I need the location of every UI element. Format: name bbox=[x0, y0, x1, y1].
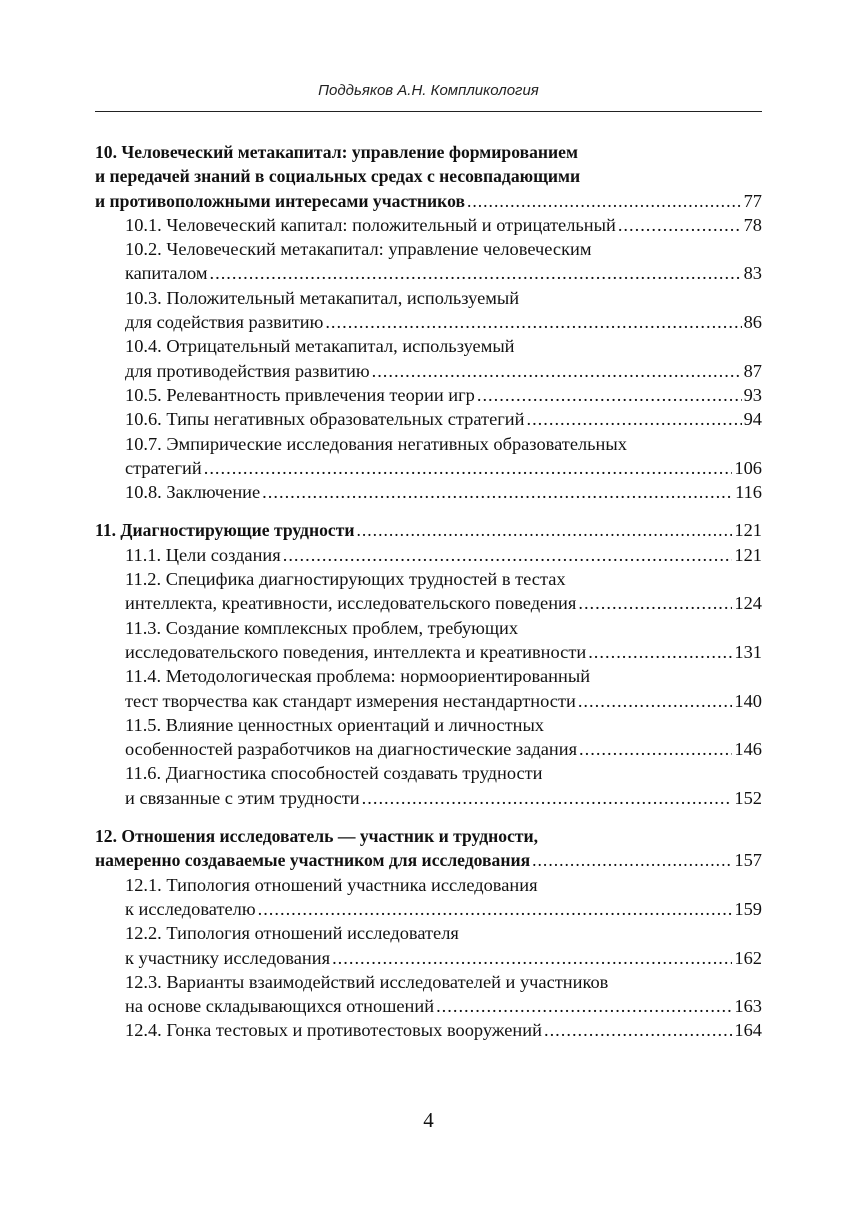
dot-leader bbox=[210, 261, 742, 285]
subsection-title-text: 10.6. Типы негативных образовательных стратегий bbox=[125, 409, 525, 430]
chapter-title-line bbox=[95, 140, 762, 164]
toc-page-number: 121 bbox=[734, 520, 762, 541]
toc-chapter bbox=[95, 518, 762, 810]
toc-page-number: 77 bbox=[743, 190, 762, 211]
subsection-title-text: капиталом bbox=[125, 263, 208, 284]
subsection-line bbox=[95, 921, 762, 945]
subsection-line bbox=[95, 761, 762, 785]
chapter-title-text: 10. Человеческий метакапитал: управление формированием bbox=[95, 142, 578, 162]
toc-page-number: 164 bbox=[734, 1020, 762, 1041]
subsection-title-text: для противодействия развитию bbox=[125, 360, 370, 381]
subsection-line bbox=[95, 407, 762, 431]
toc-page-number: 159 bbox=[734, 898, 762, 919]
subsection-title-text: 10.1. Человеческий капитал: положительный и отрицательный bbox=[125, 214, 616, 235]
subsection-line bbox=[95, 664, 762, 688]
subsection-title-text: и связанные с этим трудности bbox=[125, 787, 360, 808]
subsection-title-text: 10.5. Релевантность привлечения теории игр bbox=[125, 384, 475, 405]
dot-leader bbox=[526, 407, 741, 431]
dot-leader bbox=[372, 359, 742, 383]
subsection-title-text: интеллекта, креативности, исследовательского поведения bbox=[125, 593, 577, 614]
subsection-line bbox=[95, 237, 762, 261]
toc-page-number: 94 bbox=[743, 409, 762, 430]
toc-page-number: 83 bbox=[743, 263, 762, 284]
subsection-title-text: к исследователю bbox=[125, 898, 256, 919]
dot-leader bbox=[436, 994, 732, 1018]
subsection-line bbox=[95, 873, 762, 897]
subsection-title-text: 12.1. Типология отношений участника исследования bbox=[125, 874, 538, 895]
subsection-line bbox=[95, 432, 762, 456]
subsection-title-text: стратегий bbox=[125, 457, 202, 478]
toc-chapter bbox=[95, 140, 762, 504]
chapter-title-text: и передачей знаний в социальных средах с несовпадающими bbox=[95, 166, 581, 187]
toc-page-number: 146 bbox=[734, 739, 762, 760]
toc-chapter bbox=[95, 824, 762, 1043]
subsection-line bbox=[95, 786, 762, 810]
subsection-title-text: 11.6. Диагностика способностей создавать трудности bbox=[125, 763, 543, 784]
toc-page-number: 121 bbox=[734, 544, 762, 565]
subsection-title-text: на основе складывающихся отношений bbox=[125, 996, 435, 1017]
toc-page-number: 131 bbox=[734, 641, 762, 662]
chapter-title-line bbox=[95, 518, 762, 542]
subsection-line bbox=[95, 713, 762, 737]
dot-leader bbox=[588, 640, 732, 664]
dot-leader bbox=[532, 848, 732, 872]
subsection-line bbox=[95, 970, 762, 994]
subsection-line bbox=[95, 359, 762, 383]
subsection-title-text: 10.7. Эмпирические исследования негативных образовательных bbox=[125, 433, 627, 454]
subsection-title-text: 11.4. Методологическая проблема: нормоориентированный bbox=[125, 666, 591, 687]
subsection-line bbox=[95, 543, 762, 567]
subsection-line bbox=[95, 737, 762, 761]
toc-page-number: 116 bbox=[735, 482, 762, 503]
dot-leader bbox=[579, 737, 732, 761]
subsection-title-text: 11.1. Цели создания bbox=[125, 544, 281, 565]
subsection-title-text: 10.3. Положительный метакапитал, используемый bbox=[125, 287, 520, 308]
chapter-title-text: 12. Отношения исследователь — участник и трудности, bbox=[95, 826, 539, 847]
subsection-title-text: 11.5. Влияние ценностных ориентаций и личностных bbox=[125, 714, 544, 735]
toc-page-number: 78 bbox=[743, 214, 762, 235]
chapter-title-text: и противоположными интересами участников bbox=[95, 190, 465, 211]
chapter-title-text: 11. Диагностирующие трудности bbox=[95, 520, 355, 541]
subsection-line bbox=[95, 383, 762, 407]
subsection-title-text: 11.3. Создание комплексных проблем, требующих bbox=[125, 617, 519, 638]
subsection-line bbox=[95, 480, 762, 504]
dot-leader bbox=[618, 213, 742, 237]
dot-leader bbox=[262, 480, 733, 504]
subsection-title-text: 10.2. Человеческий метакапитал: управление человеческим bbox=[125, 239, 592, 260]
subsection-line bbox=[95, 213, 762, 237]
subsection-title-text: исследовательского поведения, интеллекта и креативности bbox=[125, 641, 587, 662]
subsection-line bbox=[95, 310, 762, 334]
toc-page-number: 157 bbox=[734, 850, 762, 871]
toc-page-number: 163 bbox=[734, 996, 762, 1017]
dot-leader bbox=[362, 786, 733, 810]
dot-leader bbox=[477, 383, 742, 407]
chapter-title-line bbox=[95, 189, 762, 213]
dot-leader bbox=[544, 1018, 732, 1042]
subsection-line bbox=[95, 640, 762, 664]
dot-leader bbox=[283, 543, 733, 567]
subsection-title-text: особенностей разработчиков на диагностические задания bbox=[125, 739, 578, 760]
dot-leader bbox=[204, 456, 733, 480]
chapter-title-line bbox=[95, 824, 762, 848]
toc-page-number: 124 bbox=[734, 593, 762, 614]
toc-page-number: 162 bbox=[734, 947, 762, 968]
toc-page-number: 140 bbox=[734, 690, 762, 711]
subsection-title-text: тест творчества как стандарт измерения нестандартности bbox=[125, 690, 576, 711]
chapter-title-line bbox=[95, 848, 762, 872]
toc-page-number: 87 bbox=[743, 360, 762, 381]
dot-leader bbox=[332, 946, 732, 970]
toc-page-number: 106 bbox=[734, 457, 762, 478]
table-of-contents bbox=[95, 140, 762, 1057]
subsection-title-text: 11.2. Специфика диагностирующих трудностей в тестах bbox=[125, 569, 566, 590]
chapter-title-text: намеренно создаваемые участником для исследования bbox=[95, 850, 531, 871]
subsection-line bbox=[95, 897, 762, 921]
running-header: Поддьяков А.Н. Компликология bbox=[95, 78, 762, 112]
subsection-line bbox=[95, 689, 762, 713]
subsection-title-text: к участнику исследования bbox=[125, 947, 331, 968]
subsection-title-text: 10.4. Отрицательный метакапитал, используемый bbox=[125, 336, 515, 357]
subsection-title-text: для содействия развитию bbox=[125, 312, 324, 333]
subsection-title-text: 12.4. Гонка тестовых и противотестовых вооружений bbox=[125, 1020, 542, 1041]
subsection-line bbox=[95, 334, 762, 358]
subsection-line bbox=[95, 946, 762, 970]
dot-leader bbox=[325, 310, 741, 334]
dot-leader bbox=[258, 897, 733, 921]
dot-leader bbox=[356, 518, 732, 542]
toc-page-number: 93 bbox=[743, 384, 762, 405]
subsection-line bbox=[95, 591, 762, 615]
page-number: 4 bbox=[423, 1108, 434, 1132]
subsection-line bbox=[95, 567, 762, 591]
subsection-line bbox=[95, 456, 762, 480]
subsection-line bbox=[95, 616, 762, 640]
toc-page-number: 86 bbox=[743, 312, 762, 333]
dot-leader bbox=[578, 689, 733, 713]
toc-page-number: 152 bbox=[734, 787, 762, 808]
subsection-line bbox=[95, 286, 762, 310]
dot-leader bbox=[467, 189, 742, 213]
subsection-title-text: 10.8. Заключение bbox=[125, 482, 261, 503]
dot-leader bbox=[578, 591, 732, 615]
subsection-line bbox=[95, 261, 762, 285]
chapter-title-line bbox=[95, 164, 762, 188]
subsection-title-text: 12.3. Варианты взаимодействий исследователей и участников bbox=[125, 971, 609, 992]
subsection-title-text: 12.2. Типология отношений исследователя bbox=[125, 923, 459, 944]
subsection-line bbox=[95, 1018, 762, 1042]
subsection-line bbox=[95, 994, 762, 1018]
